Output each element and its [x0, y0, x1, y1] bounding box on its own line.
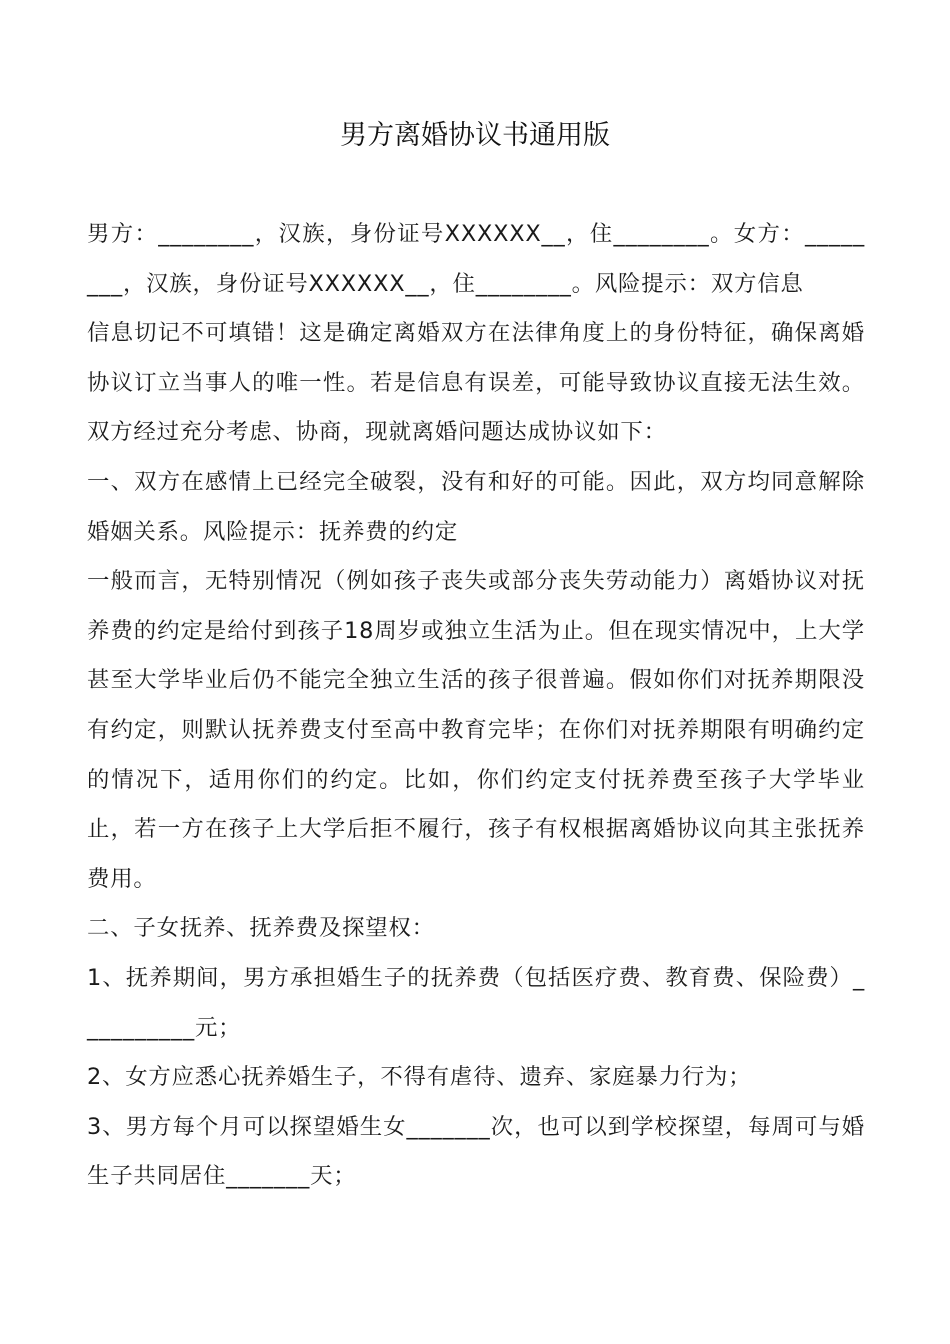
- paragraph-support-warning: 一般而言，无特别情况（例如孩子丧失或部分丧失劳动能力）离婚协议对抚养费的约定是给付到孩子18周岁或独立生活为止。但在现实情况中，上大学甚至大学毕业后仍不能完全独立生活的孩子很普遍。假如你们对抚养期限没有约定，则默认抚养费支付至高中教育完毕；在你们对抚养期限有明确约定的情况下，适用你们的约定。比如，你们约定支付抚养费至孩子大学毕业止，若一方在孩子上大学后拒不履行，孩子有权根据离婚协议向其主张抚养费用。: [87, 568, 865, 892]
- document-title: 男方离婚协议书通用版: [340, 120, 610, 151]
- paragraph-clause-2-heading: 二、子女抚养、抚养费及探望权：: [87, 915, 435, 942]
- paragraph-clause-2-item-3: 3、男方每个月可以探望婚生女_______次，也可以到学校探望，每周可与婚生子共同居住_______天；: [87, 1113, 865, 1190]
- document-body: [87, 210, 865, 1202]
- paragraph-identity-warning: 信息切记不可填错！这是确定离婚双方在法律角度上的身份特征，确保离婚协议订立当事人的唯一性。若是信息有误差，可能导致协议直接无法生效。双方经过充分考虑、协商，现就离婚问题达成协议如下：: [87, 320, 865, 446]
- paragraph-parties: 男方：________，汉族，身份证号XXXXXX__，住________。女方：________，汉族，身份证号XXXXXX__，住________。风险提示：双方信息: [87, 221, 865, 297]
- paragraph-clause-1: 一、双方在感情上已经完全破裂，没有和好的可能。因此，双方均同意解除婚姻关系。风险提示：抚养费的约定: [87, 468, 865, 545]
- paragraph-clause-2-item-2: 2、女方应悉心抚养婚生子，不得有虐待、遗弃、家庭暴力行为；: [87, 1064, 752, 1091]
- paragraph-clause-2-item-1: 1、抚养期间，男方承担婚生子的抚养费（包括医疗费、教育费、保险费）__________元；: [87, 964, 865, 1041]
